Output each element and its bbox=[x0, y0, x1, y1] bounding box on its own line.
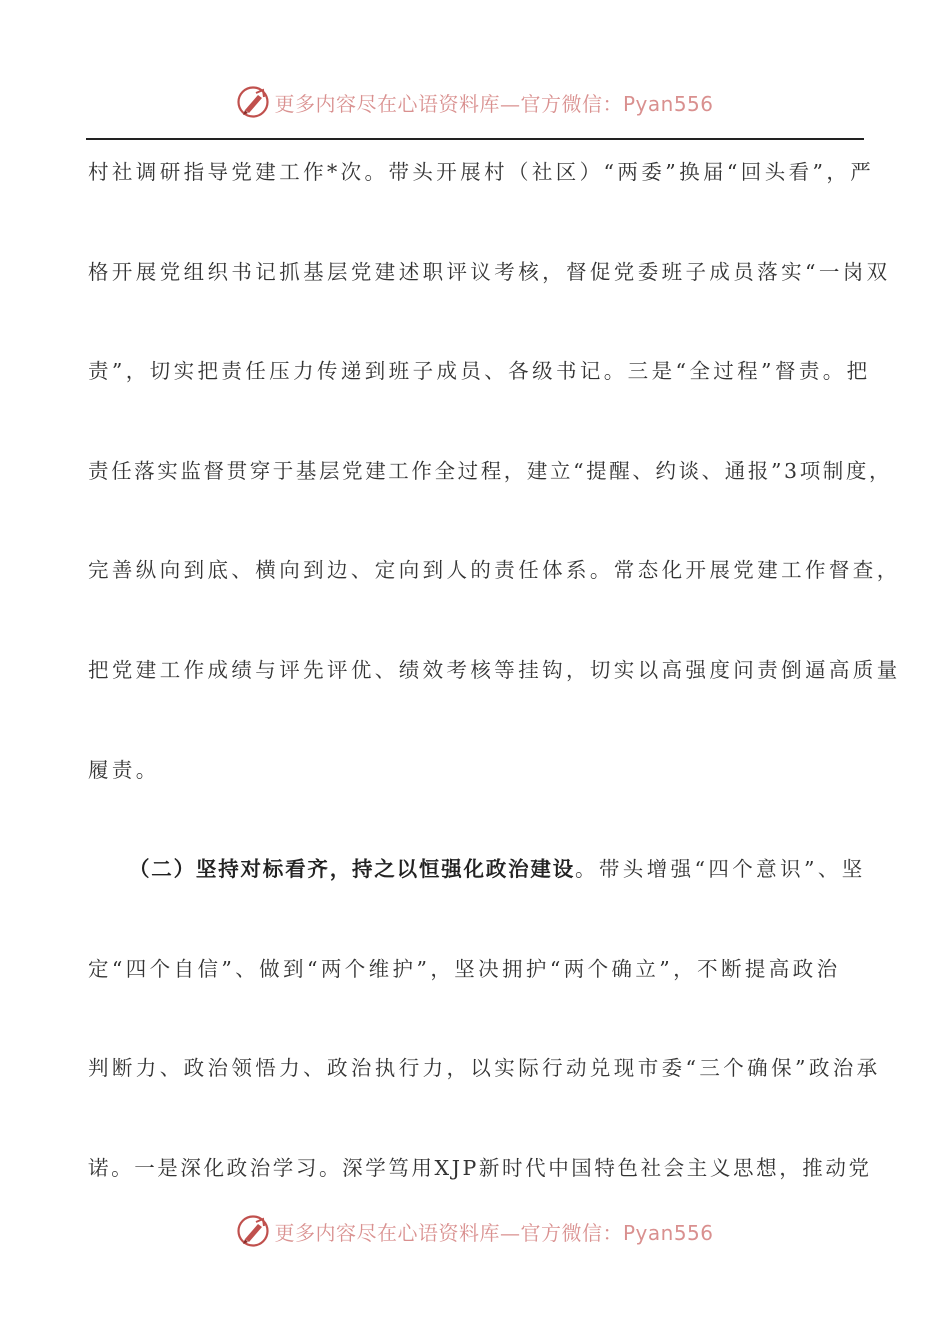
header-watermark bbox=[0, 80, 950, 124]
watermark-handle: Pyan556 bbox=[622, 91, 714, 116]
body-line: 责任落实监督贯穿于基层党建工作全过程，建立“提醒、约谈、通报”3项制度， bbox=[88, 458, 893, 483]
watermark-text: 更多内容尽在心语资料库—官方微信：Pyan556 bbox=[274, 91, 714, 116]
watermark-text: 更多内容尽在心语资料库—官方微信：Pyan556 bbox=[274, 1220, 714, 1245]
footer-watermark bbox=[0, 1209, 950, 1253]
pen-logo-icon bbox=[236, 1214, 270, 1248]
body-line: 履责。 bbox=[88, 757, 160, 782]
body-line: 村社调研指导党建工作*次。带头开展村（社区）“两委”换届“回头看”，严 bbox=[88, 160, 875, 184]
body-line: 格开展党组织书记抓基层党建述职评议考核，督促党委班子成员落实“一岗双 bbox=[88, 259, 891, 284]
section-heading-line bbox=[88, 847, 864, 947]
body-line: 判断力、政治领悟力、政治执行力，以实际行动兑现市委“三个确保”政治承 bbox=[88, 1056, 881, 1081]
body-line: 把党建工作成绩与评先评优、绩效考核等挂钩，切实以高强度问责倒逼高质量 bbox=[88, 657, 901, 682]
section-heading: （二）坚持对标看齐，持之以恒强化政治建设 bbox=[129, 857, 575, 882]
section-heading-rest: 。带头增强“四个意识”、坚 bbox=[575, 857, 866, 882]
pen-logo-icon bbox=[236, 85, 270, 119]
body-line: 定“四个自信”、做到“两个维护”，坚决拥护“两个确立”，不断提高政治 bbox=[88, 956, 841, 981]
header-divider bbox=[86, 138, 864, 140]
document-body bbox=[88, 150, 901, 1246]
body-line: 完善纵向到底、横向到边、定向到人的责任体系。常态化开展党建工作督查， bbox=[88, 558, 901, 583]
watermark-handle: Pyan556 bbox=[622, 1220, 714, 1245]
body-line: 责”，切实把责任压力传递到班子成员、各级书记。三是“全过程”督责。把 bbox=[88, 359, 871, 384]
body-line: 诺。一是深化政治学习。深学笃用XJP新时代中国特色社会主义思想，推动党 bbox=[88, 1155, 872, 1180]
